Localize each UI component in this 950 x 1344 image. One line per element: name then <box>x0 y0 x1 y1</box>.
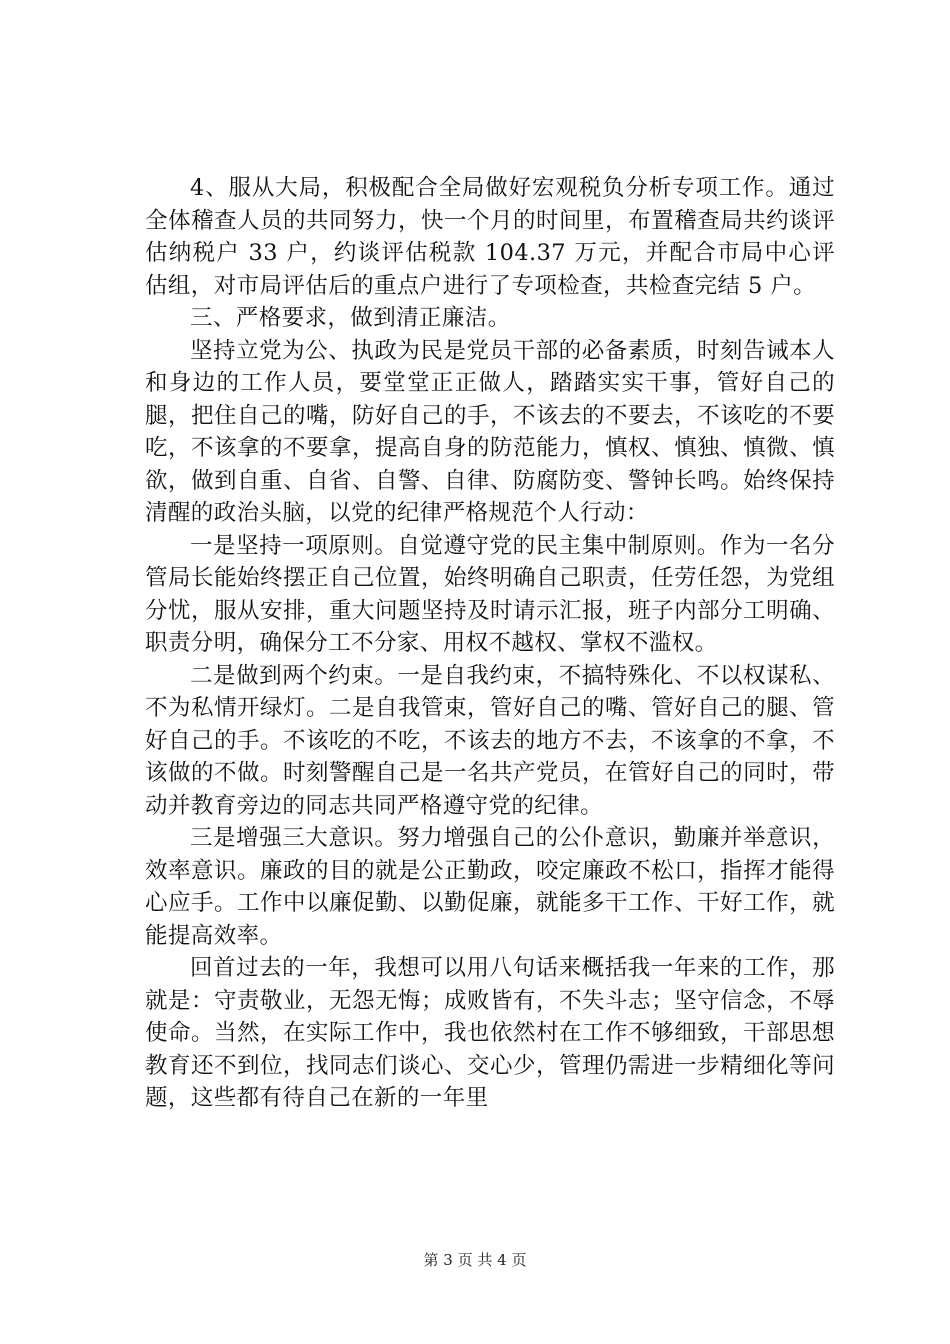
paragraph-three-awareness: 三是增强三大意识。努力增强自己的公仆意识，勤廉并举意识，效率意识。廉政的目的就是公正勤政，咬定廉政不松口，指挥才能得心应手。工作中以廉促勤、以勤促廉，就能多干工作、干好工作，就能提高效率。 <box>145 825 835 949</box>
paragraph-tax-analysis: 4、服从大局，积极配合全局做好宏观税负分析专项工作。通过全体稽查人员的共同努力，快一个月的时间里，布置稽查局共约谈评估纳税户 33 户，约谈评估税款 104.37 万元，并配合市局中心评估组，对市局评估后的重点户进行了专项检查，共检查完结 5 户。 <box>145 175 835 299</box>
paragraph-two-constraints: 二是做到两个约束。一是自我约束，不搞特殊化、不以权谋私、不为私情开绿灯。二是自我管束，管好自己的嘴、管好自己的腿、管好自己的手。不该吃的不吃，不该去的地方不去，不该拿的不拿，不该做的不做。时刻警醒自己是一名共产党员，在管好自己的同时，带动并教育旁边的同志共同严格遵守党的纪律。 <box>145 662 835 819</box>
page-footer: 第 3 页 共 4 页 <box>423 1251 527 1269</box>
document-body <box>145 172 835 1115</box>
section-heading-integrity: 三、严格要求，做到清正廉洁。 <box>190 305 511 331</box>
paragraph-party-principles: 坚持立党为公、执政为民是党员干部的必备素质，时刻告诫本人和身边的工作人员，要堂堂正正做人，踏踏实实干事，管好自己的腿，把住自己的嘴，防好自己的手，不该去的不要去，不该吃的不要吃，不该拿的不要拿，提高自身的防范能力，慎权、慎独、慎微、慎欲，做到自重、自省、自警、自律、防腐防变、警钟长鸣。始终保持清醒的政治头脑，以党的纪律严格规范个人行动： <box>145 337 835 526</box>
paragraph-year-review: 回首过去的一年，我想可以用八句话来概括我一年来的工作，那就是：守责敬业，无怨无悔；成败皆有，不失斗志；坚守信念，不辱使命。当然，在实际工作中，我也依然村在工作不够细致，干部思想教育还不到位，找同志们谈心、交心少，管理仍需进一步精细化等问题，这些都有待自己在新的一年里 <box>145 955 835 1111</box>
paragraph-one-principle: 一是坚持一项原则。自觉遵守党的民主集中制原则。作为一名分管局长能始终摆正自己位置，始终明确自己职责，任劳任怨，为党组分忧，服从安排，重大问题坚持及时请示汇报，班子内部分工明确、职责分明，确保分工不分家、用权不越权、掌权不滥权。 <box>145 532 835 656</box>
